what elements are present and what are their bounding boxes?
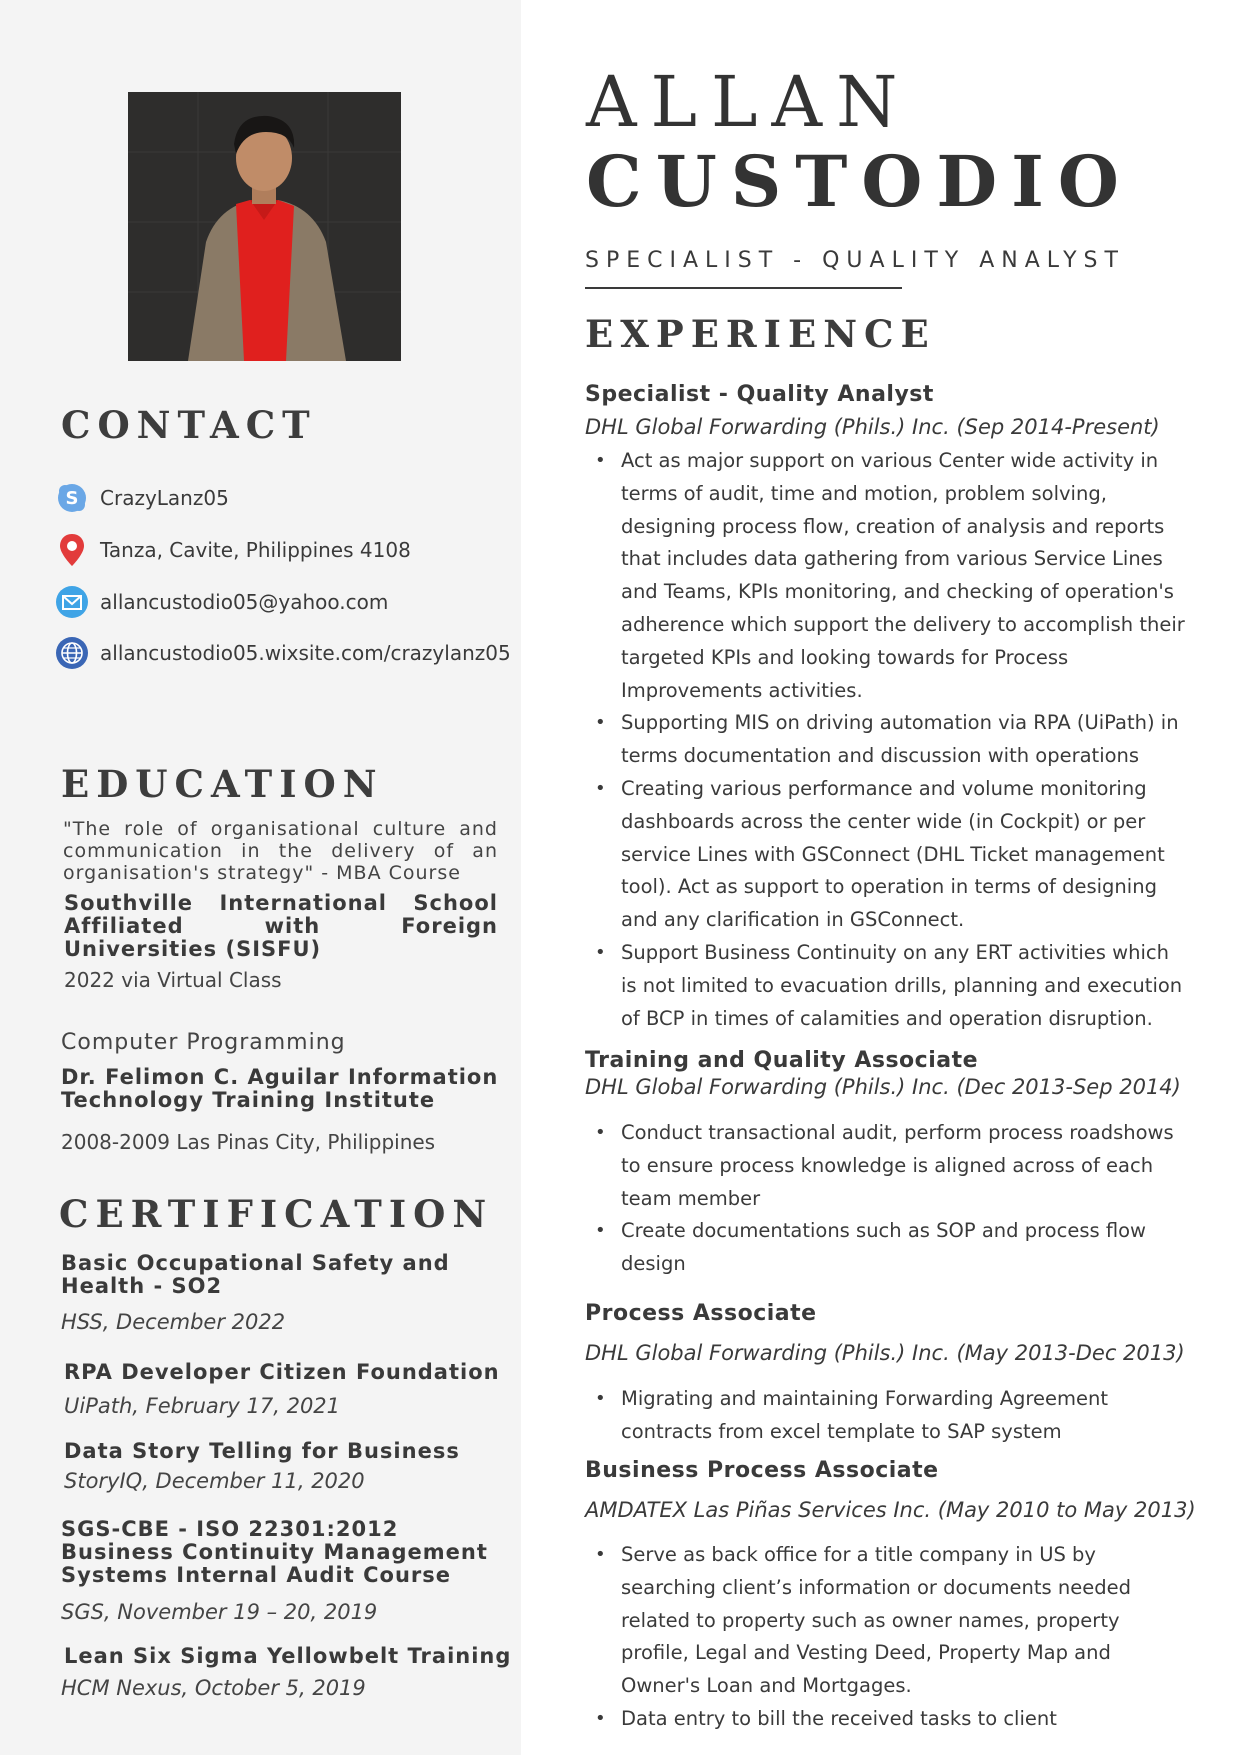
contact-heading: CONTACT	[61, 403, 317, 447]
cert-title-3: Data Story Telling for Business	[64, 1439, 460, 1463]
job-title-3: Process Associate	[585, 1301, 817, 1326]
education-school-2: Dr. Felimon C. Aguilar Information Technology Training Institute	[61, 1065, 499, 1112]
subtitle-underline	[585, 287, 902, 289]
job-bullet: • Supporting MIS on driving automation via RPA (UiPath) in terms documentation and discussion with operations	[590, 707, 1190, 773]
job-bullets-1	[590, 445, 1190, 1035]
profile-photo-illustration	[128, 92, 401, 361]
contact-website[interactable]	[54, 633, 511, 673]
job-bullets-2	[590, 1117, 1190, 1281]
certification-heading: CERTIFICATION	[59, 1192, 494, 1236]
education-heading: EDUCATION	[61, 762, 384, 806]
email-icon	[54, 584, 90, 620]
education-description-2: Computer Programming	[61, 1030, 346, 1055]
cert-meta-4: SGS, November 19 – 20, 2019	[61, 1600, 378, 1624]
cert-title-2: RPA Developer Citizen Foundation	[64, 1360, 500, 1384]
contact-location[interactable]	[54, 530, 411, 570]
job-company-3: DHL Global Forwarding (Phils.) Inc. (May 2013-Dec 2013)	[585, 1341, 1185, 1365]
svg-text:S: S	[65, 488, 79, 509]
contact-skype[interactable]	[54, 478, 229, 518]
job-bullet: • Create documentations such as SOP and process flow design	[590, 1215, 1190, 1281]
job-title-1: Specialist - Quality Analyst	[585, 382, 934, 407]
cert-meta-5: HCM Nexus, October 5, 2019	[61, 1676, 366, 1700]
job-bullet: • Creating various performance and volume monitoring dashboards across the center wide (in Cockpit) or per service Lines with GSConnect (DHL Ticket management tool). Act as support to operation in terms of designing and any clarification in GSConnect.	[590, 773, 1190, 937]
job-bullet: • Support Business Continuity on any ERT activities which is not limited to evacuation drills, planning and execution of BCP in times of calamities and operation disruption.	[590, 937, 1190, 1035]
job-bullets-4	[590, 1539, 1190, 1736]
location-pin-icon	[54, 532, 90, 568]
cert-meta-2: UiPath, February 17, 2021	[64, 1394, 341, 1418]
contact-email[interactable]	[54, 582, 388, 622]
job-subtitle: SPECIALIST - QUALITY ANALYST	[585, 248, 1125, 273]
education-meta-2: 2008-2009 Las Pinas City, Philippines	[61, 1130, 436, 1154]
website-text: allancustodio05.wixsite.com/crazylanz05	[100, 641, 511, 665]
experience-heading: EXPERIENCE	[585, 312, 936, 356]
cert-title-1: Basic Occupational Safety and Health - SO2	[61, 1251, 450, 1298]
cert-title-4: SGS-CBE - ISO 22301:2012 Business Continuity Management Systems Internal Audit Course	[61, 1517, 488, 1587]
job-company-1: DHL Global Forwarding (Phils.) Inc. (Sep 2014-Present)	[585, 415, 1160, 439]
email-text: allancustodio05@yahoo.com	[100, 590, 389, 614]
job-bullet: • Data entry to bill the received tasks to client	[590, 1703, 1190, 1736]
job-bullet: • Conduct transactional audit, perform process roadshows to ensure process knowledge is aligned across of each team member	[590, 1117, 1190, 1215]
first-name: ALLAN	[586, 61, 912, 143]
last-name: CUSTODIO	[586, 140, 1133, 223]
profile-photo	[128, 92, 401, 361]
cert-meta-3: StoryIQ, December 11, 2020	[64, 1469, 365, 1493]
job-company-2: DHL Global Forwarding (Phils.) Inc. (Dec 2013-Sep 2014)	[585, 1075, 1181, 1099]
job-title-4: Business Process Associate	[585, 1458, 939, 1483]
skype-icon	[54, 480, 90, 516]
education-school-1: Southville International School Affiliated with Foreign Universities (SISFU)	[64, 891, 498, 961]
education-description-1: "The role of organisational culture and communication in the delivery of an organisation's strategy" - MBA Course	[63, 818, 498, 884]
job-bullet: • Act as major support on various Center wide activity in terms of audit, time and motion, problem solving, designing process flow, creation of analysis and reports that includes data gathering from various Service Lines and Teams, KPIs monitoring, and checking of operation's adherence which support the delivery to accomplish their targeted KPIs and looking towards for Process Improvements activities.	[590, 445, 1190, 707]
job-bullet: • Migrating and maintaining Forwarding Agreement contracts from excel template to SAP system	[590, 1383, 1190, 1449]
location-text: Tanza, Cavite, Philippines 4108	[100, 538, 411, 562]
globe-icon	[54, 635, 90, 671]
skype-handle: CrazyLanz05	[100, 486, 229, 510]
job-company-4: AMDATEX Las Piñas Services Inc. (May 2010 to May 2013)	[585, 1498, 1196, 1522]
cert-meta-1: HSS, December 2022	[61, 1310, 286, 1334]
job-bullets-3	[590, 1383, 1190, 1449]
education-meta-1: 2022 via Virtual Class	[64, 968, 282, 992]
job-title-2: Training and Quality Associate	[585, 1048, 979, 1073]
cert-title-5: Lean Six Sigma Yellowbelt Training	[64, 1644, 512, 1668]
job-bullet: • Serve as back office for a title company in US by searching client’s information or documents needed related to property such as owner names, property profile, Legal and Vesting Deed, Property Map and Owner's Loan and Mortgages.	[590, 1539, 1190, 1703]
